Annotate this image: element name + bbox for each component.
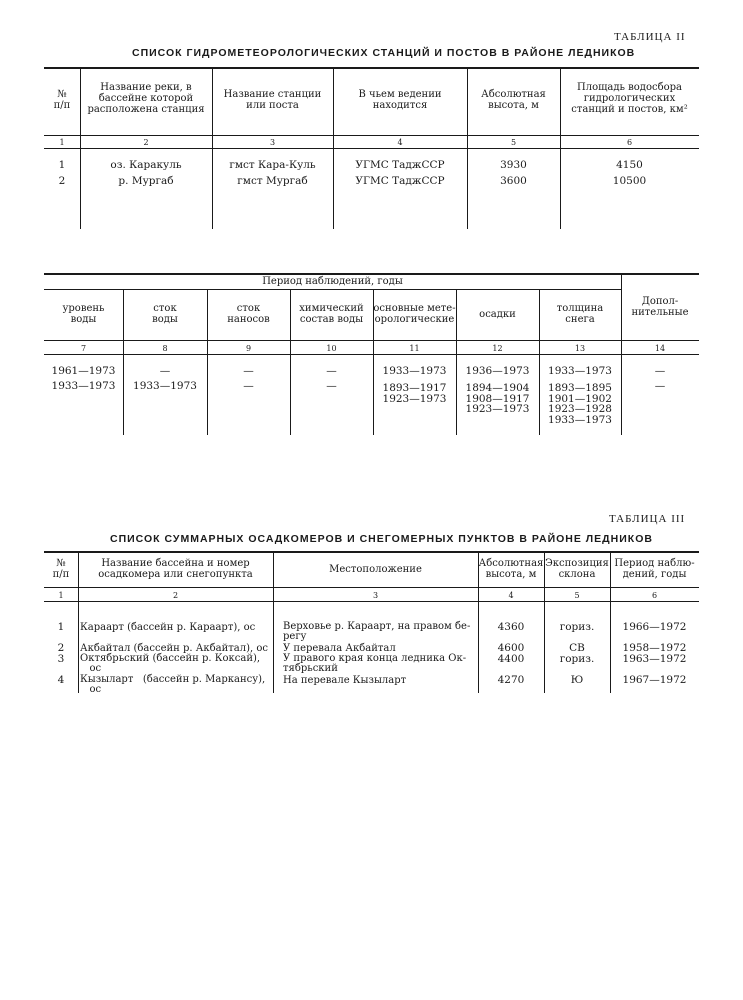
t2-period-level: 1961—1973 [51, 365, 116, 377]
t2-period-meteo: 1893—1917 1923—1973 [382, 382, 447, 405]
t3-colnum: 1 [58, 591, 64, 600]
t2-header-chem: химический состав воды [299, 303, 364, 325]
t3-row-loc: У перевала Акбайтал [283, 643, 396, 654]
t3-row-exp: СВ [569, 642, 585, 654]
t3-header-name: Название бассейна и номер осадкомера или снегопункта [98, 558, 253, 580]
t2-row-alt: 3600 [500, 175, 527, 187]
t2-header-snow: толщина снега [556, 303, 604, 325]
t3-colnum: 6 [651, 591, 658, 600]
t2-header-river: Название реки, в бассейне которой расположена станция [87, 82, 205, 115]
table3-title: СПИСОК СУММАРНЫХ ОСАДКОМЕРОВ И СНЕГОМЕРНЫХ ПУНКТОВ В РАЙОНЕ ЛЕДНИКОВ [110, 533, 653, 545]
t3-row-exp: Ю [570, 674, 584, 686]
t3-row-num: 2 [57, 642, 65, 654]
t2-header-meteo: основные мете- орологические [373, 303, 456, 325]
t3-row-loc: У правого края конца ледника Ок- тябрьский [283, 653, 467, 674]
t2-row-river: р. Мургаб [118, 175, 174, 187]
t2-period-snow: 1933—1973 [548, 365, 612, 377]
t2-colnum: 9 [245, 344, 252, 353]
t2-row-owner: УГМС ТаджССР [355, 175, 445, 187]
t2-colnum: 12 [492, 344, 503, 353]
t3-row-name: Октябрьский (бассейн р. Коксай), ос [80, 653, 261, 674]
t2-colnum: 13 [574, 344, 586, 353]
t2-period-header: Период наблюдений, годы [262, 276, 403, 287]
t3-row-exp: гориз. [559, 653, 595, 665]
t3-row-alt: 4360 [497, 621, 525, 633]
t2-row-owner: УГМС ТаджССР [355, 159, 445, 171]
t2-row-alt: 3930 [500, 159, 527, 171]
t2-header-extra: Допол- нительные [631, 296, 689, 318]
t2-row-area: 10500 [612, 175, 647, 187]
t2-colnum: 7 [80, 344, 87, 353]
t3-row-exp: гориз. [559, 621, 595, 633]
table2-title: СПИСОК ГИДРОМЕТЕОРОЛОГИЧЕСКИХ СТАНЦИЙ И ПОСТОВ В РАЙОНЕ ЛЕДНИКОВ [132, 47, 636, 59]
t2-colnum: 8 [162, 344, 168, 353]
t3-colnum: 4 [508, 591, 514, 600]
t2-row-area: 4150 [616, 159, 643, 171]
t2-header-level: уровень воды [62, 303, 105, 325]
t3-header-exp: Экспозиция склона [545, 558, 609, 580]
t2-row-num: 1 [58, 159, 66, 171]
t3-row-name: Акбайтал (бассейн р. Акбайтал), ос [80, 643, 268, 654]
t2-colnum: 11 [409, 344, 420, 353]
t2-row-river: оз. Каракуль [110, 159, 182, 171]
t2-period-flow: 1933—1973 [133, 380, 197, 392]
t3-row-period: 1967—1972 [622, 674, 687, 686]
t2-period-extra: — [654, 365, 666, 377]
t3-row-period: 1966—1972 [622, 621, 687, 633]
t2-header-alt: Абсолютная высота, м [481, 89, 546, 111]
t2-colnum: 5 [510, 138, 517, 147]
t2-row-station: гмст Мургаб [237, 175, 308, 187]
t2-row-station: гмст Кара-Куль [229, 159, 316, 171]
t2-header-precip: осадки [479, 309, 516, 320]
t3-colnum: 5 [574, 591, 580, 600]
t3-row-loc: На перевале Кызыларт [283, 675, 407, 686]
t2-period-flow: — [159, 365, 171, 377]
t3-row-num: 4 [57, 674, 65, 686]
t3-header-loc: Местоположение [329, 564, 422, 575]
t2-period-sediment: — [243, 380, 254, 392]
t3-row-num: 3 [57, 653, 65, 665]
t3-row-alt: 4270 [497, 674, 525, 686]
t2-period-extra: — [654, 380, 666, 392]
t2-period-sediment: — [243, 365, 254, 377]
t3-header-alt: Абсолютная высота, м [478, 558, 544, 580]
t3-header-period: Период наблю- дений, годы [614, 558, 695, 580]
t2-header-owner: В чьем ведении находится [358, 89, 442, 111]
t2-colnum: 6 [626, 138, 633, 147]
t2-colnum: 2 [143, 138, 149, 147]
t2-colnum: 3 [269, 138, 276, 147]
t2-period-chem: — [326, 380, 337, 392]
t3-row-period: 1958—1972 [622, 642, 687, 654]
t3-row-period: 1963—1972 [622, 653, 687, 665]
t2-period-level: 1933—1973 [51, 380, 116, 392]
t2-header-area: Площадь водосбора гидрологических станций и постов, км² [571, 82, 688, 115]
t3-row-name: Кызыларт (бассейн р. Маркансу), ос [80, 674, 266, 695]
t2-header-station: Название станции или поста [223, 89, 322, 111]
table3-label: ТАБЛИЦА III [609, 513, 686, 525]
t3-row-alt: 4400 [497, 653, 525, 665]
t2-header-flow: сток воды [152, 303, 178, 325]
t2-header-num: № п/п [53, 89, 71, 111]
table2-label: ТАБЛИЦА II [614, 31, 686, 43]
t3-row-name: Караарт (бассейн р. Караарт), ос [80, 622, 256, 633]
t2-colnum: 14 [654, 344, 666, 353]
t3-row-num: 1 [57, 621, 65, 633]
t2-period-snow: 1893—1895 1901—1902 1923—1928 1933—1973 [548, 382, 612, 426]
t2-colnum: 1 [59, 138, 65, 147]
t2-colnum: 4 [397, 138, 403, 147]
t3-row-loc: Верховье р. Караарт, на правом бе- регу [283, 621, 471, 642]
t3-colnum: 2 [172, 591, 179, 600]
t2-period-precip: 1936—1973 [465, 365, 530, 377]
t2-header-sediment: сток наносов [227, 303, 270, 325]
t2-colnum: 10 [326, 344, 337, 353]
t2-period-chem: — [326, 365, 337, 377]
t2-period-precip: 1894—1904 1908—1917 1923—1973 [465, 382, 530, 415]
t2-row-num: 2 [58, 175, 66, 187]
t2-period-meteo: 1933—1973 [382, 365, 447, 377]
t3-row-alt: 4600 [497, 642, 525, 654]
t3-header-num: № п/п [52, 558, 70, 580]
t3-colnum: 3 [372, 591, 379, 600]
